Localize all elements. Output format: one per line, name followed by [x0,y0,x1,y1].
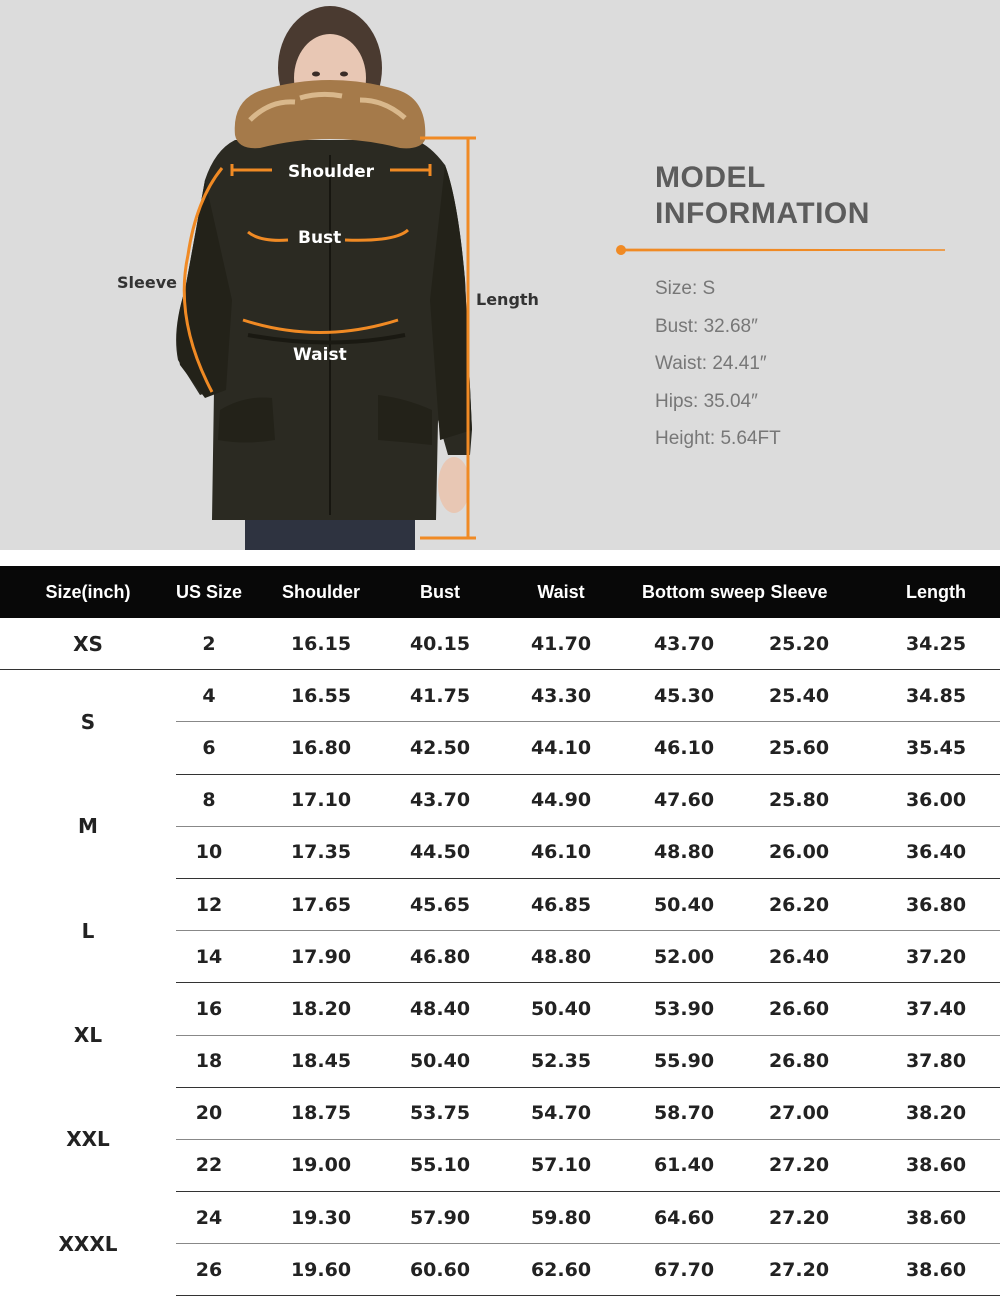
model-legs [245,520,415,550]
col-header-bust: Bust [420,581,460,602]
table-cell: 27.20 [726,1244,872,1296]
table-cell: 16.80 [242,722,400,774]
model-size: Size: S [655,278,716,299]
table-cell: 46.10 [480,826,642,878]
table-cell: 64.60 [642,1192,726,1244]
table-cell: 57.10 [480,1139,642,1191]
table-cell: 16.55 [242,670,400,722]
table-cell: 14 [176,931,242,983]
size-cell: M [78,814,98,839]
col-header-sleeve: Sleeve [770,581,828,602]
table-cell: 37.80 [872,1035,1000,1087]
length-label: Length [476,290,539,309]
table-cell: 26.40 [726,931,872,983]
size-cell: S [80,710,96,735]
table-cell: 24 [176,1192,242,1244]
table-cell: 26.00 [726,826,872,878]
model-info-list [655,276,781,464]
table-cell: 46.80 [400,931,480,983]
table-cell: 18 [176,1035,242,1087]
table-cell: 16 [176,983,242,1035]
table-cell: 25.60 [726,722,872,774]
model-bust: Bust: 32.68″ [655,315,758,337]
table-cell: 48.80 [642,826,726,878]
table-cell: 25.80 [726,774,872,826]
table-cell: 27.20 [726,1192,872,1244]
table-cell: 8 [176,774,242,826]
table-cell: 52.35 [480,1035,642,1087]
table-cell: 17.90 [242,931,400,983]
table-cell: 48.40 [400,983,480,1035]
table-cell: 43.30 [480,670,642,722]
table-cell: 16.15 [242,618,400,670]
table-cell: 12 [176,878,242,930]
col-header-bottom-sweep: Bottom sweep [642,581,766,602]
table-cell: 40.15 [400,618,480,670]
table-cell: 38.20 [872,1087,1000,1139]
table-cell: 38.60 [872,1244,1000,1296]
col-header-shoulder: Shoulder [281,581,360,602]
model-hand [438,457,470,513]
model-title-line1: MODEL [655,161,766,194]
table-cell: 44.90 [480,774,642,826]
shoulder-label: Shoulder [288,162,375,182]
table-cell: 45.30 [642,670,726,722]
model-info-title [655,160,870,232]
table-cell: 18.45 [242,1035,400,1087]
table-row [0,878,1000,930]
size-cell: XXL [66,1127,110,1152]
table-cell: 17.35 [242,826,400,878]
model-info-divider [615,244,945,256]
table-row [0,774,1000,826]
table-cell: 50.40 [642,878,726,930]
table-cell: 27.00 [726,1087,872,1139]
table-body [0,618,1000,1296]
table-cell: 58.70 [642,1087,726,1139]
table-cell: 38.60 [872,1192,1000,1244]
table-cell: 45.65 [400,878,480,930]
table-cell: 55.10 [400,1139,480,1191]
table-row [0,618,1000,670]
table-row [0,1087,1000,1139]
table-cell: 27.20 [726,1139,872,1191]
table-cell: 52.00 [642,931,726,983]
table-cell: 54.70 [480,1087,642,1139]
table-cell: 37.40 [872,983,1000,1035]
table-cell: 4 [176,670,242,722]
table-cell: 41.75 [400,670,480,722]
table-cell: 53.90 [642,983,726,1035]
size-cell: L [81,918,95,943]
table-cell: 26.20 [726,878,872,930]
size-cell: XL [73,1023,103,1047]
col-header-size: Size(inch) [45,581,131,602]
table-cell: 46.10 [642,722,726,774]
col-header-length: Length [906,581,966,602]
table-cell: 50.40 [400,1035,480,1087]
table-row [0,670,1000,722]
table-cell: 25.20 [726,618,872,670]
table-cell: 34.25 [872,618,1000,670]
size-cell: XS [0,618,176,670]
table-cell: 37.20 [872,931,1000,983]
table-cell: 43.70 [642,618,726,670]
table-cell: 36.40 [872,826,1000,878]
table-cell: 44.10 [480,722,642,774]
table-cell: 26 [176,1244,242,1296]
col-header-us-size: US Size [176,581,243,602]
waist-label: Waist [293,345,347,365]
size-chart-table [0,566,1000,1296]
model-hips: Hips: 35.04″ [655,390,758,412]
table-cell: 20 [176,1087,242,1139]
table-cell: 50.40 [480,983,642,1035]
table-cell: 18.75 [242,1087,400,1139]
table-cell: 44.50 [400,826,480,878]
table-cell: 48.80 [480,931,642,983]
col-header-waist: Waist [537,581,585,602]
table-cell: 47.60 [642,774,726,826]
table-cell: 26.80 [726,1035,872,1087]
table-cell: 67.70 [642,1244,726,1296]
table-cell: 6 [176,722,242,774]
table-cell: 60.60 [400,1244,480,1296]
table-cell: 19.00 [242,1139,400,1191]
table-cell: 19.30 [242,1192,400,1244]
table-cell: 57.90 [400,1192,480,1244]
table-row [0,983,1000,1035]
table-cell: 62.60 [480,1244,642,1296]
bust-label: Bust [298,228,342,248]
table-cell: 26.60 [726,983,872,1035]
size-cell: XXXL [58,1231,118,1256]
table-cell: 2 [176,618,242,670]
table-cell: 22 [176,1139,242,1191]
table-cell: 42.50 [400,722,480,774]
table-cell: 53.75 [400,1087,480,1139]
model-section [0,0,1000,550]
table-cell: 17.65 [242,878,400,930]
table-cell: 41.70 [480,618,642,670]
table-cell: 43.70 [400,774,480,826]
table-cell: 61.40 [642,1139,726,1191]
model-height: Height: 5.64FT [655,428,781,449]
table-cell: 59.80 [480,1192,642,1244]
model-title-line2: INFORMATION [655,197,870,230]
table-cell: 38.60 [872,1139,1000,1191]
sleeve-label: Sleeve [117,273,177,292]
table-cell: 17.10 [242,774,400,826]
table-cell: 35.45 [872,722,1000,774]
table-cell: 36.80 [872,878,1000,930]
table-header-row [0,566,1000,618]
table-cell: 19.60 [242,1244,400,1296]
model-waist: Waist: 24.41″ [655,353,767,374]
table-row [0,1192,1000,1244]
table-cell: 10 [176,826,242,878]
table-cell: 25.40 [726,670,872,722]
table-cell: 36.00 [872,774,1000,826]
table-cell: 46.85 [480,878,642,930]
table-cell: 34.85 [872,670,1000,722]
table-cell: 18.20 [242,983,400,1035]
table-cell: 55.90 [642,1035,726,1087]
